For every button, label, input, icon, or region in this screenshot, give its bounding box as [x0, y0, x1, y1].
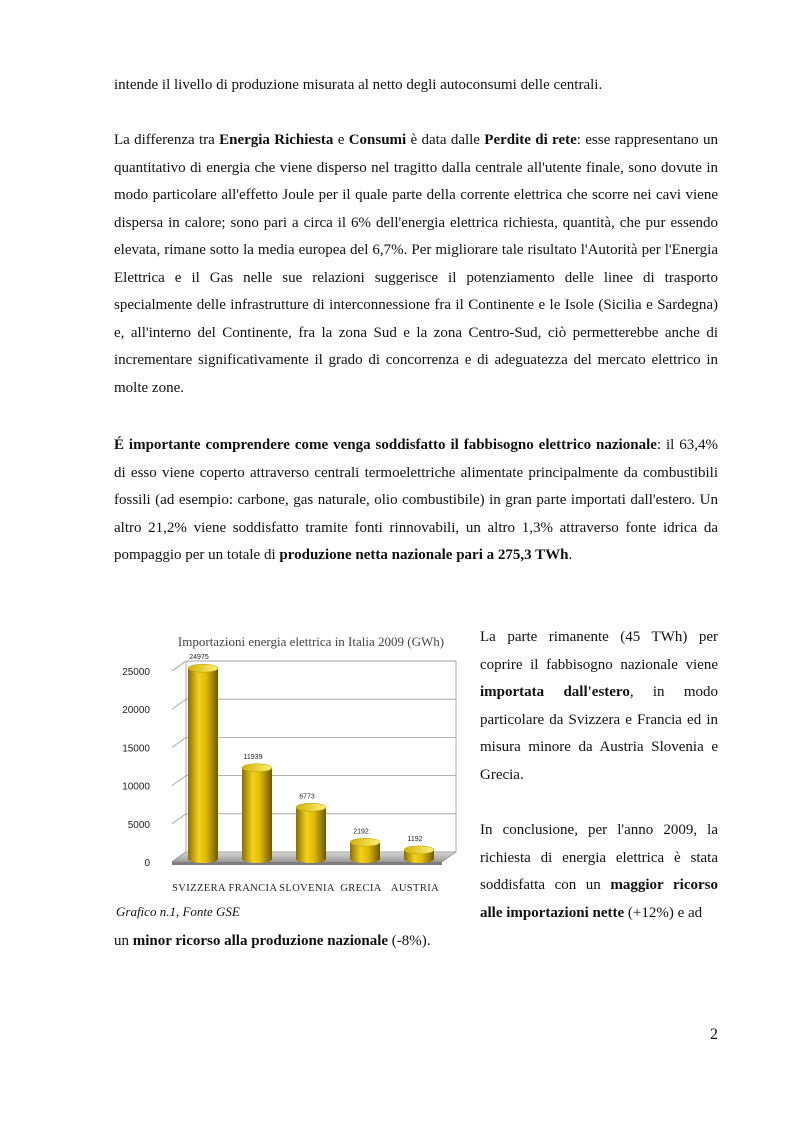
- page-number: 2: [710, 1026, 718, 1043]
- paragraph-conclusione: [480, 817, 718, 927]
- chart-caption: Grafico n.1, Fonte GSE: [116, 904, 240, 919]
- y-tick-label: 20000: [122, 705, 150, 717]
- bold-term-energia-richiesta: Energia Richiesta: [219, 132, 334, 148]
- bold-term-importata: importata dall'estero: [480, 684, 630, 700]
- text-run: In conclusione, per l'anno 2009, la richiesta di energia elettrica è stata soddisfatta con un: [480, 822, 718, 893]
- text-run: e: [333, 132, 349, 148]
- paragraph-perdite-di-rete: [114, 127, 718, 402]
- paragraph-conclusione-cont: [114, 928, 431, 956]
- y-tick-label: 10000: [122, 781, 150, 793]
- x-category-label: FRANCIA: [228, 883, 278, 894]
- paragraph-fabbisogno: [114, 432, 718, 570]
- text-run: (-8%).: [388, 933, 431, 949]
- text-run: : il 63,4% di esso viene coperto attraverso centrali termoelettriche alimentate principalmente da combustibili fossili (ad esempio: carbone, gas naturale, olio combustibile) in gran parte importati dall'estero. Un altro 21,2% viene soddisfatto tramite fonti rinnovabili, un altro 1,3% attraverso fonte idrica da pompaggio per un totale di: [114, 437, 719, 563]
- bold-term-perdite-di-rete: Perdite di rete: [484, 132, 577, 148]
- bar-body: [242, 768, 272, 863]
- paragraph-text: intende il livello di produzione misurata al netto degli autoconsumi delle centrali.: [114, 77, 603, 93]
- y-tick-label: 15000: [122, 743, 150, 755]
- text-run: .: [568, 547, 573, 563]
- bar-svizzera: [188, 664, 218, 863]
- text-run: : esse rappresentano un quantitativo di energia che viene disperso nel tragitto dalla centrale all'utente finale, sono dovute in modo particolare all'effetto Joule per il quale parte della corrente elettrica che scorre nei cavi viene dispersa in calore; sono pari a circa il 6% dell'energia elettrica richiesta, quantità, che pur essendo elevata, rimane sotto la media europea del 6,7%. Per migliorare tale risultato l'Autorità per l'Energia Elettrica e il Gas nelle sue relazioni suggerisce il potenziamento delle linee di trasporto specialmente delle infrastrutture di interconnessione fra il Continente e le Isole (Sicilia e Sardegna) e, all'interno del Continente, fra la zona Sud e la zona Centro-Sud, ciò permetterebbe anche di incrementare significativamente il grado di concorrenza e di adeguatezza del mercato elettrico in molte zone.: [114, 132, 718, 396]
- chart-title: Importazioni energia elettrica in Italia 2009 (GWh): [177, 634, 445, 649]
- chart-bars: [188, 654, 434, 863]
- text-run: è data dalle: [406, 132, 485, 148]
- y-axis-ticks: [122, 667, 150, 869]
- data-label: 24975: [189, 654, 209, 662]
- bar-top: [242, 764, 272, 772]
- text-run: un: [114, 933, 133, 949]
- data-label: 1192: [407, 835, 423, 843]
- y-tick-label: 5000: [127, 819, 150, 831]
- x-category-label: AUSTRIA: [390, 883, 440, 894]
- text-run: (+12%) e ad: [624, 904, 703, 921]
- bar-francia: [242, 764, 272, 863]
- bar-top: [350, 838, 380, 846]
- bold-term-minor-ricorso: minor ricorso alla produzione nazionale: [132, 933, 389, 949]
- bar-austria: [404, 846, 434, 863]
- bold-heading-fabbisogno: É importante comprendere come venga soddisfatto il fabbisogno elettrico nazionale: [114, 437, 657, 453]
- bold-term-consumi: Consumi: [348, 132, 407, 148]
- x-category-label: SVIZZERA: [172, 883, 226, 894]
- paragraph-importazioni: [480, 624, 718, 789]
- text-run: La parte rimanente (45 TWh) per coprire il fabbisogno nazionale viene: [480, 629, 718, 673]
- bold-term-produzione-netta: produzione netta nazionale pari a 275,3 TWh: [279, 547, 569, 563]
- x-axis-categories: [172, 883, 439, 894]
- bar-top: [188, 664, 218, 672]
- data-label: 6773: [299, 793, 315, 801]
- data-label: 2192: [353, 828, 369, 836]
- bar-body: [296, 807, 326, 863]
- bar-slovenia: [296, 803, 326, 863]
- bar-grecia: [350, 838, 380, 863]
- data-label: 11939: [243, 753, 263, 761]
- bar-top: [296, 803, 326, 811]
- x-category-label: GRECIA: [340, 883, 382, 894]
- x-category-label: SLOVENIA: [279, 883, 335, 894]
- paragraph-intro: [114, 72, 718, 100]
- text-run: , in modo particolare da Svizzera e Francia ed in misura minore da Austria Slovenia e Grecia.: [480, 684, 718, 783]
- bar-top: [404, 846, 434, 854]
- y-tick-label: 25000: [122, 667, 150, 678]
- text-run: La differenza tra: [114, 132, 220, 148]
- bar-body: [188, 668, 218, 863]
- bold-term-maggior-ricorso: maggior ricorso alle importazioni nette: [480, 877, 718, 921]
- imports-bar-chart: [112, 628, 467, 900]
- y-tick-label: 0: [144, 858, 150, 869]
